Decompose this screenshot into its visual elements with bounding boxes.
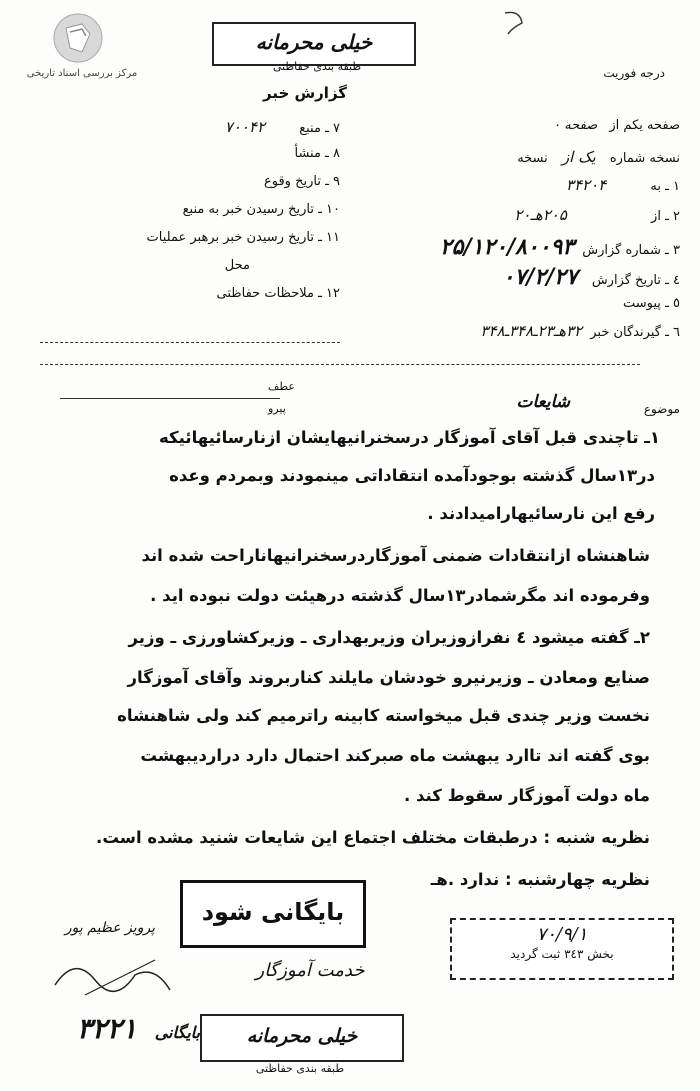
urgency-label: درجه فوریت: [603, 66, 665, 80]
field-from: ۲ ـ از ۲۰۵هـ۲۰: [514, 206, 680, 224]
archive-logo: [12, 12, 152, 82]
body-line-9: بوی گفته اند تاارد یبهشت ماه صبرکند احتمال دارد دراردیبهشت: [140, 746, 650, 765]
bottom-number: بایگانی ۳۲۲۱: [76, 1012, 200, 1045]
body-line-6: ۲ـ گفته میشود ٤ نفرازوزیران وزیربهداری ـ وزیرکشاورزی ـ وزیر: [128, 628, 650, 647]
field-location: محل: [224, 258, 250, 273]
registration-stamp: ۷۰/۹/۱ بخش ۳٤۳ ثبت گردید: [450, 918, 674, 980]
top-stamp-text: خیلی محرمانه: [255, 30, 373, 54]
subject-label: موضوع: [643, 402, 680, 416]
field-page: صفحه یکم از صفحه ۰: [553, 118, 680, 133]
separator-line: [40, 342, 340, 343]
peyro-label: پیرو: [268, 402, 286, 415]
bottom-classification-stamp: خیلی محرمانه: [200, 1014, 404, 1062]
corner-mark: [500, 8, 530, 38]
field-source: ۷ ـ منبع ۷۰۰۴۲: [224, 118, 340, 136]
top-stamp-subtitle: طبقه بندی حفاظتی: [272, 60, 362, 73]
body-line-3: رفع این نارسائیهارامیدادند .: [427, 504, 655, 523]
field-to: ۱ ـ به ۳۴۲۰۴: [565, 176, 680, 194]
field-report-number: ۳ ـ شماره گزارش ۲۵/۱۲۰/۸۰۰۹۳: [439, 234, 680, 260]
field-copy-number: نسخه شماره یک از نسخه: [517, 148, 680, 166]
field-security-notes: ۱۲ ـ ملاحظات حفاظتی: [216, 286, 340, 301]
body-line-2: در۱۳سال گذشته بوجودآمده انتقاداتی مینمودند وبمردم وعده: [169, 466, 655, 485]
body-line-7: صنایع ومعادن ـ وزیرنیرو خودشان مایلند کناربروند وآقای آموزگار: [127, 668, 650, 687]
opinion-wednesday: نظریه چهارشنبه : ندارد .هـ: [430, 870, 650, 889]
field-date-to-source: ۱۰ ـ تاریخ رسیدن خبر به منبع: [182, 202, 340, 217]
opinion-saturday: نظریه شنبه : درطبقات مختلف اجتماع این شایعات شنید مشده است.: [96, 828, 650, 847]
signature: پرویز عظیم پور: [64, 920, 156, 936]
body-line-5: وفرموده اند مگرشمادر۱۳سال گذشته درهیئت دولت نبوده اید .: [150, 586, 650, 605]
report-title: گزارش خبر: [262, 84, 348, 102]
archive-name: مرکز بررسی اسناد تاریخی: [26, 68, 138, 79]
field-occurrence-date: ۹ ـ تاریخ وقوع: [263, 174, 340, 189]
subject-value: شایعات: [516, 392, 570, 412]
body-line-1: ۱ـ تاچندی قبل آقای آموزگار درسخنرانیهایشان ازنارسائیهائیکه: [159, 428, 660, 447]
body-line-4: شاهنشاه ازانتقادات ضمنی آموزگاردرسخنرانیهاناراحت شده اند: [141, 546, 650, 565]
archive-stamp: بایگانی شود: [180, 880, 366, 948]
subject-underline: [60, 398, 280, 399]
archive-emblem-icon: [52, 12, 104, 64]
field-date-to-leader: ۱۱ ـ تاریخ رسیدن خبر برهبر عملیات: [146, 230, 340, 245]
subject-row: [40, 380, 680, 420]
field-recipients: ٦ ـ گیرندگان خبر ۳۲هـ۲۳ـ۳۴۸ـ۳۴۸: [480, 322, 680, 340]
field-origin: ۸ ـ منشأ: [294, 146, 340, 161]
atf-label: عطف: [268, 380, 295, 393]
body-line-8: نخست وزیر چندی قبل میخواسته کابینه راترمیم کند ولی شاهنشاه: [117, 706, 650, 725]
signature-scribble-icon: [45, 945, 185, 1005]
handwritten-note: خدمت آموزگار: [255, 960, 365, 981]
bottom-stamp-subtitle: طبقه بندی حفاظتی: [255, 1062, 345, 1075]
body-line-10: ماه دولت آموزگار سقوط کند .: [404, 786, 650, 805]
field-attachment: ٥ ـ پیوست: [623, 296, 680, 311]
separator-line: [40, 364, 640, 365]
field-report-date: ٤ ـ تاریخ گزارش ۰۷/۲/۲۷: [502, 264, 680, 290]
